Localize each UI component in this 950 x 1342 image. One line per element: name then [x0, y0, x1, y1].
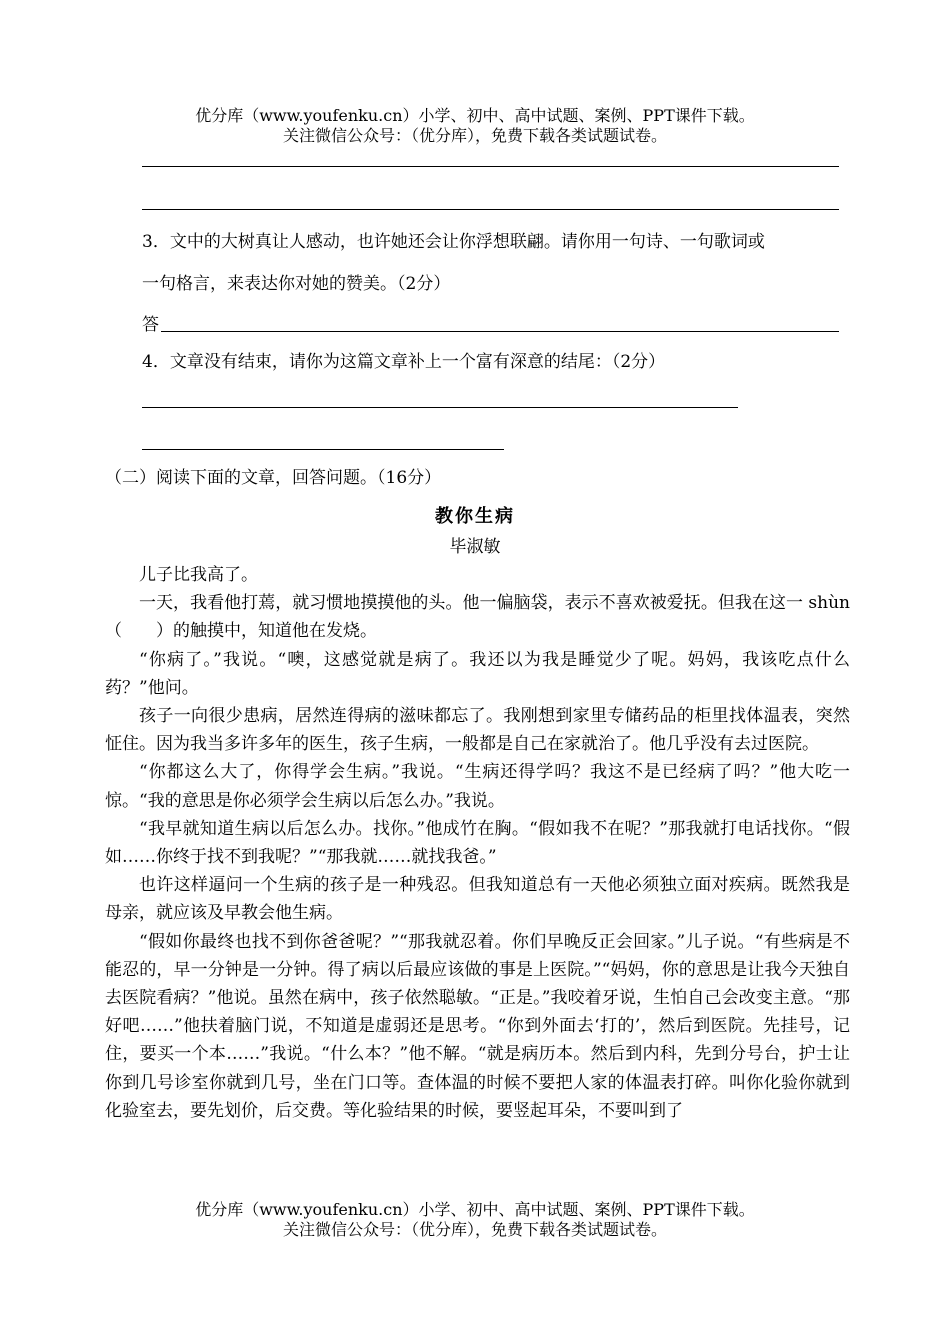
paragraph: “我早就知道生病以后怎么办。找你。”他成竹在胸。“假如我不在呢？”那我就打电话找你。“假如……你终于找不到我呢？”“那我就……就找我爸。”	[105, 818, 850, 868]
question-3-line1: 3．文中的大树真让人感动，也许她还会让你浮想联翩。请你用一句诗、一句歌词或	[142, 232, 765, 252]
paragraph: “你病了。”我说。“噢，这感觉就是病了。我还以为我是睡觉少了呢。妈妈，我该吃点什么药？”他问。	[105, 649, 850, 698]
paragraph: 一天，我看他打蔫，就习惯地摸摸他的头。他一偏脑袋，表示不喜欢被爱抚。但我在这一 shùn（ ）的触摸中，知道他在发烧。	[105, 593, 850, 642]
answer-line	[142, 166, 839, 167]
answer-line	[161, 331, 839, 332]
answer-label: 答	[142, 315, 159, 335]
paragraph: “假如你最终也找不到你爸爸呢？”“那我就忍着。你们早晚反正会回家。”儿子说。“有些病是不能忍的，早一分钟是一分钟。得了病以后最应该做的事是上医院。”“妈妈，你的意思是让我今天独自去医院看病？”他说。虽然在病中，孩子依然聪敏。“正是。”我咬着牙说，生怕自己会改变主意。“那好吧……”他扶着脑门说，不知道是虚弱还是思考。“你到外面去‘打的’，然后到医院。先挂号，记住，要买一个本……”我说。“什么本？”他不解。“就是病历本。然后到内科，先到分号台，护士让你到几号诊室你就到几号，坐在门口等。查体温的时候不要把人家的体温表打碎。叫你化验你就到化验室去，要先划价，后交费。等化验结果的时候，要竖起耳朵，不要叫到了	[105, 931, 850, 1121]
paragraph: 也许这样逼问一个生病的孩子是一种残忍。但我知道总有一天他必须独立面对疾病。既然我是母亲，就应该及早教会他生病。	[105, 875, 850, 924]
answer-line	[142, 449, 504, 450]
article-title: 教你生病	[435, 506, 515, 527]
paragraph: 孩子一向很少患病，居然连得病的滋味都忘了。我刚想到家里专储药品的柜里找体温表，突然怔住。因为我当多许多年的医生，孩子生病，一般都是自己在家就治了。他几乎没有去过医院。	[105, 706, 850, 755]
page-header-line2: 关注微信公众号：（优分库），免费下载各类试题试卷。	[282, 126, 667, 145]
page-footer-line1: 优分库（www.youfenku.cn）小学、初中、高中试题、案例、PPT课件下载。	[195, 1200, 755, 1219]
paragraph: “你都这么大了，你得学会生病。”我说。“生病还得学吗？我这不是已经病了吗？”他大吃一惊。“我的意思是你必须学会生病以后怎么办。”我说。	[105, 762, 850, 811]
answer-line	[142, 209, 839, 210]
article-body	[105, 561, 850, 1125]
section-heading: （二）阅读下面的文章，回答问题。（16分）	[105, 468, 442, 488]
paragraph: 儿子比我高了。	[139, 565, 258, 585]
page-header-line1: 优分库（www.youfenku.cn）小学、初中、高中试题、案例、PPT课件下载。	[195, 106, 755, 125]
article-author: 毕淑敏	[449, 537, 501, 557]
question-3-answer-row	[142, 313, 839, 337]
question-4: 4．文章没有结束，请你为这篇文章补上一个富有深意的结尾：（2分）	[142, 352, 666, 372]
page-footer-line2: 关注微信公众号：（优分库），免费下载各类试题试卷。	[282, 1220, 667, 1239]
question-3-line2: 一句格言，来表达你对她的赞美。（2分）	[142, 274, 451, 294]
answer-line	[142, 407, 738, 408]
